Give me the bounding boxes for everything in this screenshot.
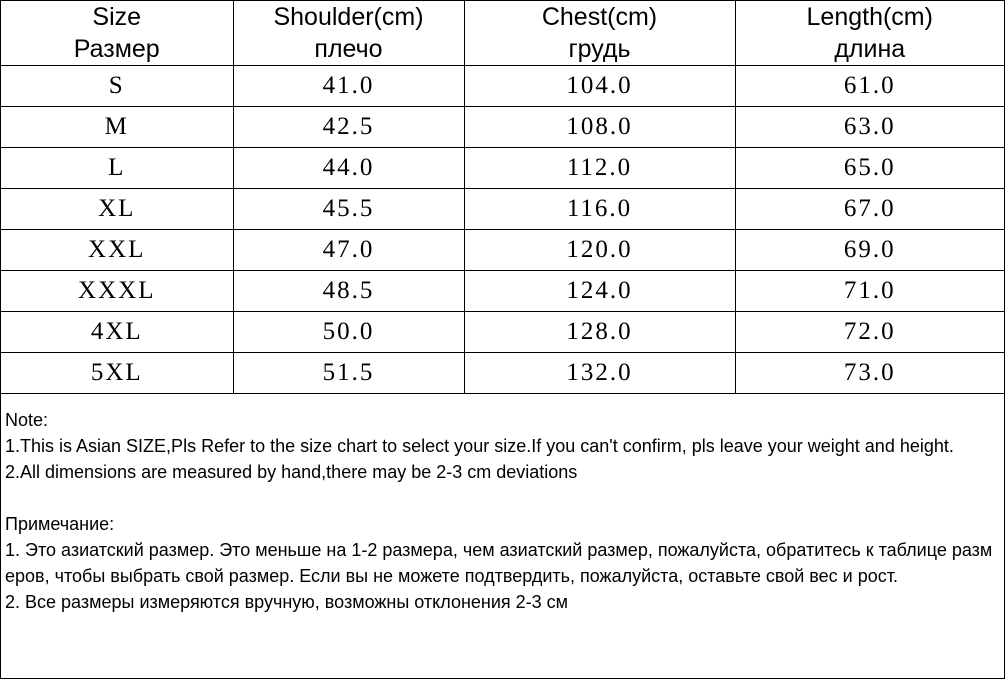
header-length-en: Length(cm): [806, 3, 933, 31]
cell-size: 4XL: [1, 312, 233, 353]
note-en-1: 1.This is Asian SIZE,Pls Refer to the size chart to select your size.If you can't confirm, pls leave your weight and height.: [5, 436, 954, 456]
cell-chest: 116.0: [464, 189, 735, 230]
header-shoulder: [233, 1, 464, 66]
cell-length: 71.0: [735, 271, 1004, 312]
cell-shoulder: 42.5: [233, 107, 464, 148]
cell-chest: 108.0: [464, 107, 735, 148]
table-row: [1, 66, 1004, 107]
cell-length: 65.0: [735, 148, 1004, 189]
cell-size: 5XL: [1, 353, 233, 394]
cell-shoulder: 47.0: [233, 230, 464, 271]
cell-length: 67.0: [735, 189, 1004, 230]
table-row: [1, 271, 1004, 312]
cell-chest: 132.0: [464, 353, 735, 394]
cell-chest: 128.0: [464, 312, 735, 353]
cell-shoulder: 48.5: [233, 271, 464, 312]
cell-length: 63.0: [735, 107, 1004, 148]
header-chest-ru: грудь: [568, 35, 631, 63]
table-row: [1, 148, 1004, 189]
size-table: [1, 1, 1004, 394]
cell-size: M: [1, 107, 233, 148]
header-chest: [464, 1, 735, 66]
cell-size: XXL: [1, 230, 233, 271]
notes-block: [5, 407, 1000, 615]
table-row: [1, 107, 1004, 148]
table-row: [1, 312, 1004, 353]
cell-length: 72.0: [735, 312, 1004, 353]
cell-chest: 120.0: [464, 230, 735, 271]
cell-shoulder: 50.0: [233, 312, 464, 353]
header-length-ru: длина: [834, 35, 906, 63]
cell-size: XXXL: [1, 271, 233, 312]
cell-shoulder: 41.0: [233, 66, 464, 107]
header-size-ru: Размер: [73, 35, 160, 63]
cell-shoulder: 45.5: [233, 189, 464, 230]
cell-chest: 104.0: [464, 66, 735, 107]
table-header-row: [1, 1, 1004, 66]
cell-shoulder: 44.0: [233, 148, 464, 189]
notes-spacer: [5, 485, 1000, 511]
cell-chest: 124.0: [464, 271, 735, 312]
header-length: [735, 1, 1004, 66]
table-row: [1, 353, 1004, 394]
cell-length: 69.0: [735, 230, 1004, 271]
header-chest-en: Chest(cm): [541, 3, 658, 31]
cell-size: XL: [1, 189, 233, 230]
note-en-title: Note:: [5, 410, 49, 430]
table-row: [1, 189, 1004, 230]
cell-size: S: [1, 66, 233, 107]
cell-chest: 112.0: [464, 148, 735, 189]
cell-size: L: [1, 148, 233, 189]
note-ru-1: 1. Это азиатский размер. Это меньше на 1-2 размера, чем азиатский размер, пожалуйста, обратитесь к таблице размеров, чтобы выбрать свой размер. Если вы не можете подтвердить, пожалуйста, оставьте свой вес и рост.: [5, 540, 993, 586]
cell-shoulder: 51.5: [233, 353, 464, 394]
cell-length: 73.0: [735, 353, 1004, 394]
note-en-2: 2.All dimensions are measured by hand,there may be 2-3 cm deviations: [5, 462, 578, 482]
cell-length: 61.0: [735, 66, 1004, 107]
header-size-en: Size: [92, 3, 142, 31]
note-ru-title: Примечание:: [5, 514, 115, 534]
note-ru-2: 2. Все размеры измеряются вручную, возможны отклонения 2-3 см: [5, 592, 569, 612]
table-row: [1, 230, 1004, 271]
header-shoulder-en: Shoulder(cm): [273, 3, 424, 31]
header-shoulder-ru: плечо: [314, 35, 383, 63]
header-size: [1, 1, 233, 66]
